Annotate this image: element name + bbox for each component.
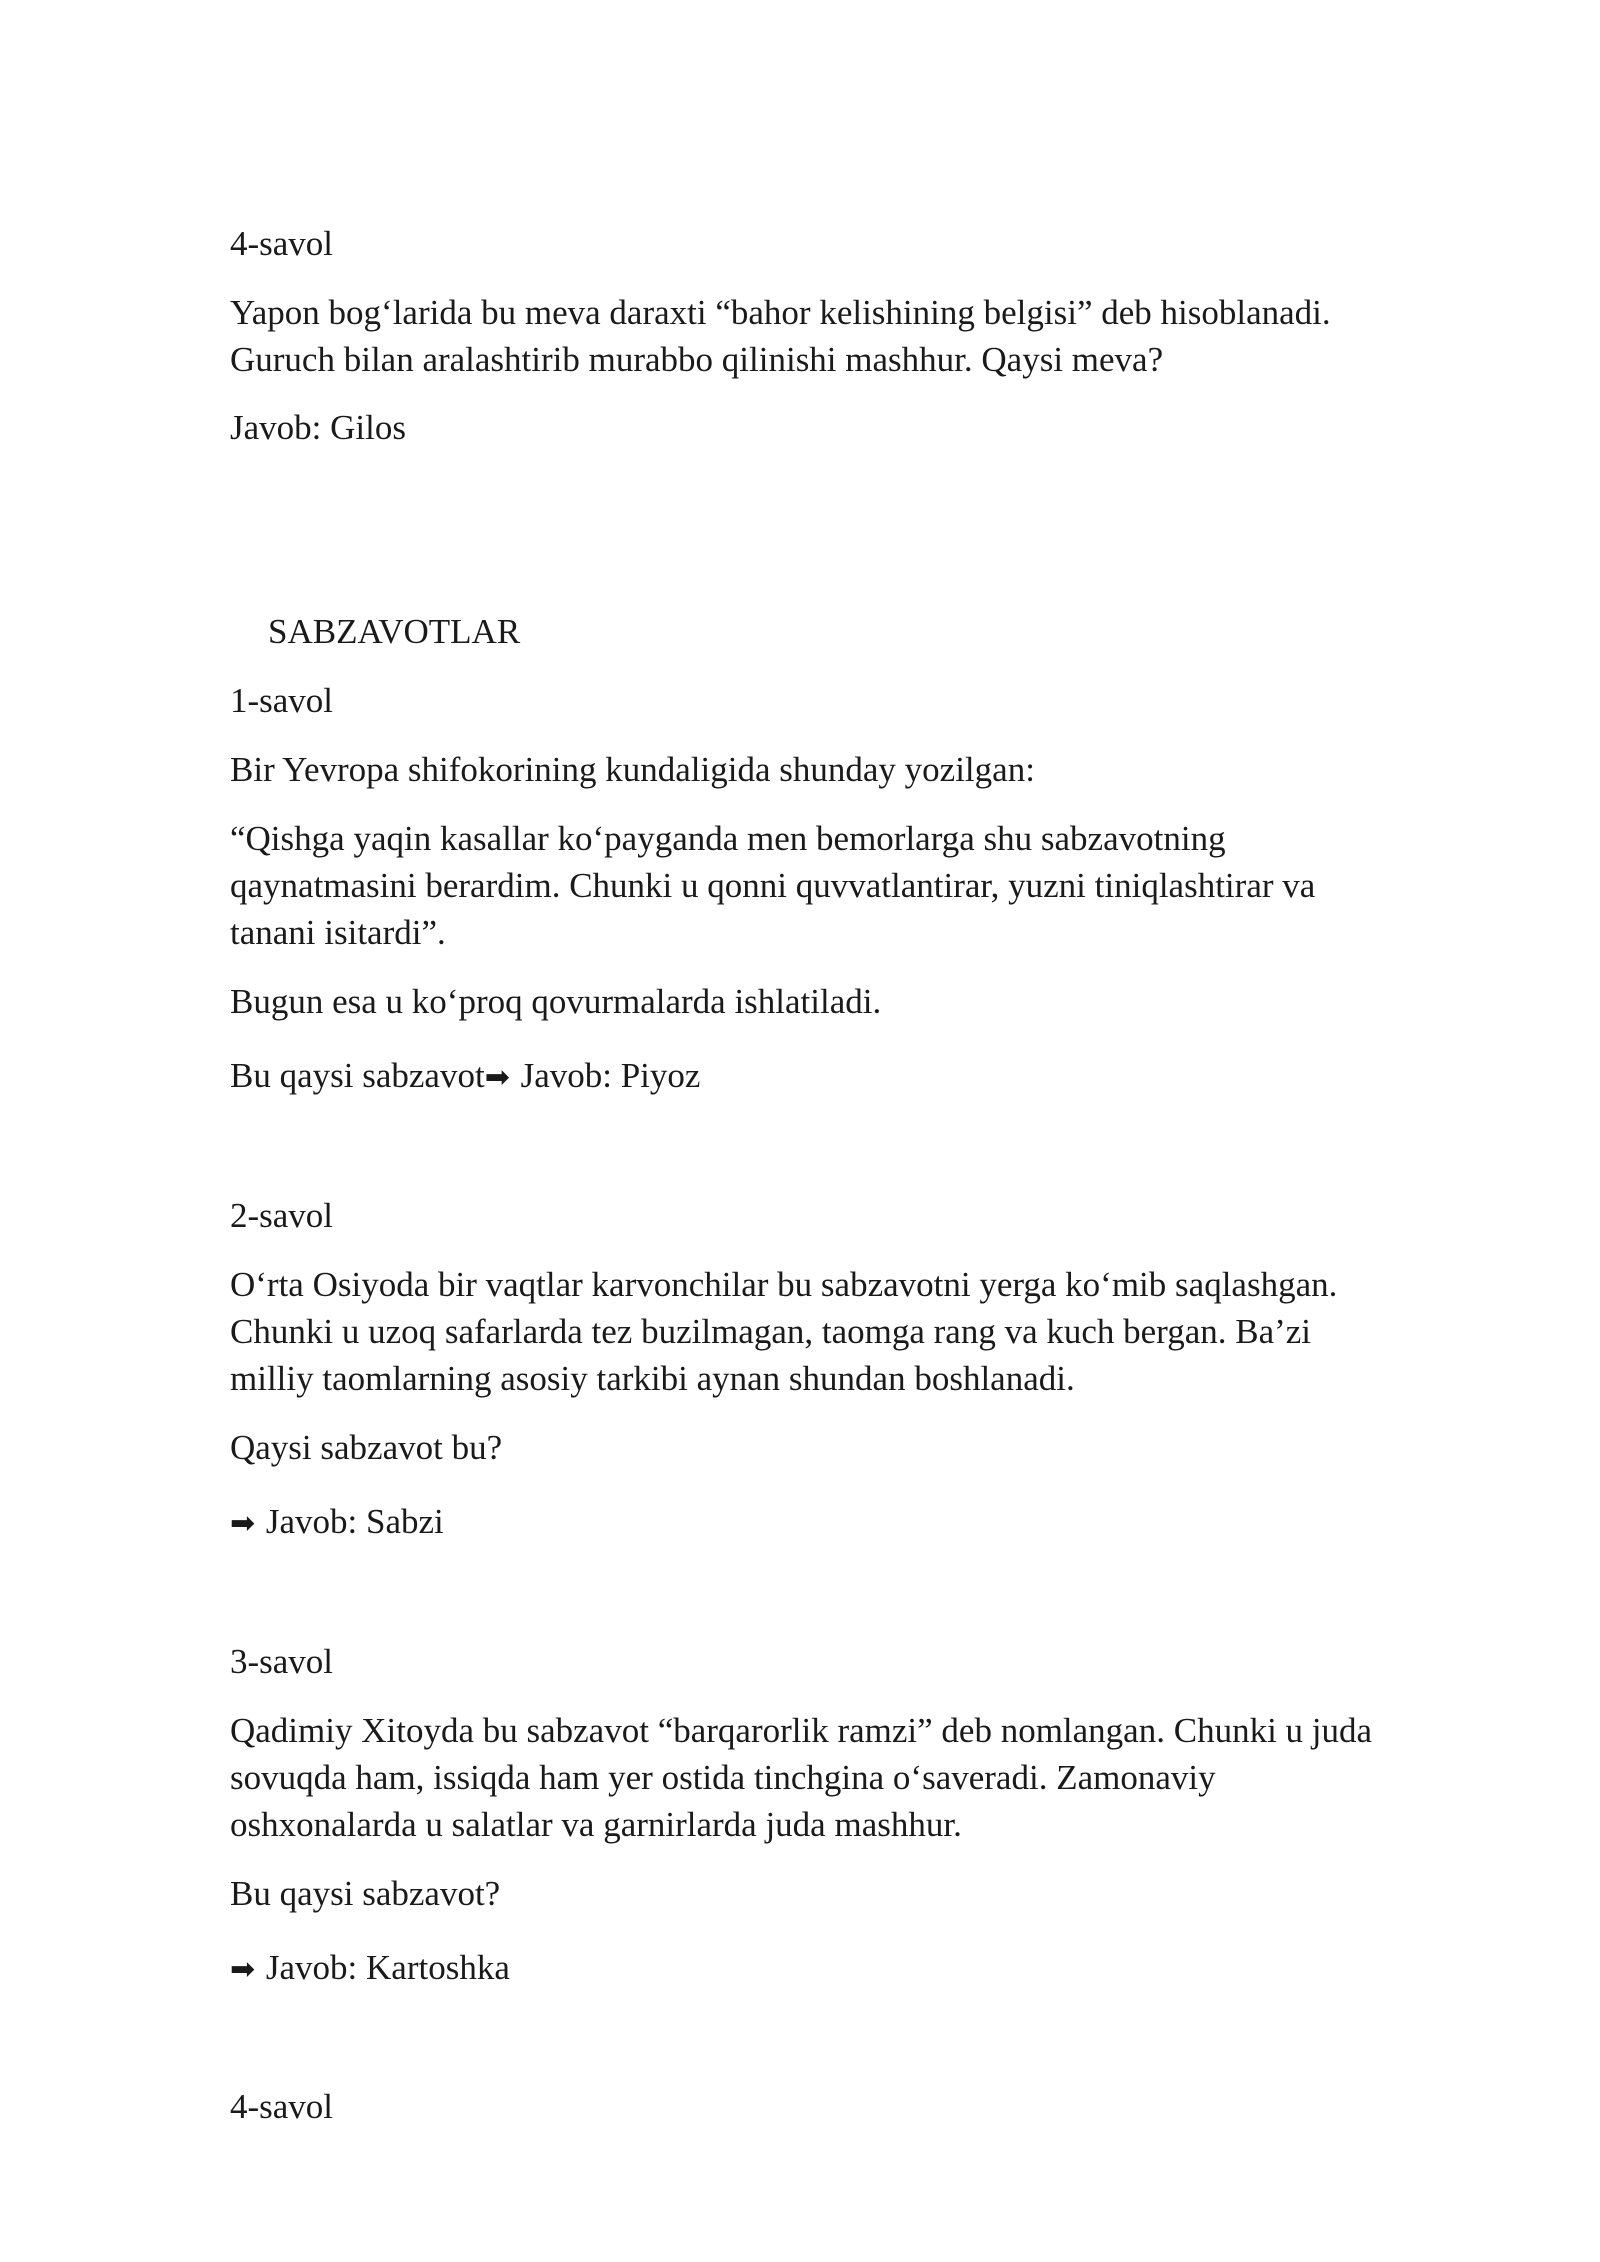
arrow-right-icon: ➡ (230, 1952, 256, 1987)
question-label: 1-savol (230, 681, 334, 720)
question-text-line: Qadimiy Xitoyda bu sabzavot “barqarorlik ramzi” deb nomlangan. Chunki u juda (230, 1711, 1373, 1750)
answer-line (230, 1498, 444, 1547)
question-answer-line (230, 1052, 700, 1101)
question-intro: Bir Yevropa shifokorining kundaligida shunday yozilgan: (230, 750, 1035, 789)
question-quote-line: “Qishga yaqin kasallar ko‘payganda men bemorlarga shu sabzavotning (230, 819, 1226, 858)
section-title: SABZAVOTLAR (268, 612, 521, 651)
question-note: Bugun esa u ko‘proq qovurmalarda ishlatiladi. (230, 982, 882, 1021)
question-label: 2-savol (230, 1196, 334, 1235)
question-text: Bu qaysi sabzavot (230, 1056, 485, 1095)
question-text-line: sovuqda ham, issiqda ham yer ostida tinchgina o‘saveradi. Zamonaviy (230, 1758, 1216, 1797)
question-text-line: Yapon bog‘larida bu meva daraxti “bahor kelishining belgisi” deb hisoblanadi. (230, 293, 1331, 332)
answer-text: Javob: Sabzi (265, 1502, 444, 1541)
question-text-line: Guruch bilan aralashtirib murabbo qilinishi mashhur. Qaysi meva? (230, 340, 1164, 379)
question-quote-line: tanani isitardi”. (230, 913, 446, 952)
arrow-right-icon: ➡ (484, 1060, 510, 1095)
answer-text: Javob: Kartoshka (265, 1948, 510, 1987)
arrow-right-icon: ➡ (230, 1506, 256, 1541)
question-text-line: Chunki u uzoq safarlarda tez buzilmagan, taomga rang va kuch bergan. Ba’zi (230, 1312, 1312, 1351)
question-text-line: oshxonalarda u salatlar va garnirlarda juda mashhur. (230, 1805, 962, 1844)
question-label: 4-savol (230, 224, 334, 263)
question-quote-line: qaynatmasini berardim. Chunki u qonni quvvatlantirar, yuzni tiniqlashtirar va (230, 866, 1316, 905)
question-label: 3-savol (230, 1642, 334, 1681)
question-text: Bu qaysi sabzavot? (230, 1874, 501, 1913)
answer-line (230, 1944, 510, 1993)
question-text-line: milliy taomlarning asosiy tarkibi aynan shundan boshlanadi. (230, 1359, 1075, 1398)
question-label: 4-savol (230, 2087, 334, 2126)
answer-text: Javob: Piyoz (520, 1056, 701, 1095)
question-text: Qaysi sabzavot bu? (230, 1428, 503, 1467)
question-text-line: O‘rta Osiyoda bir vaqtlar karvonchilar bu sabzavotni yerga ko‘mib saqlashgan. (230, 1265, 1338, 1304)
answer-text: Javob: Gilos (230, 408, 406, 447)
